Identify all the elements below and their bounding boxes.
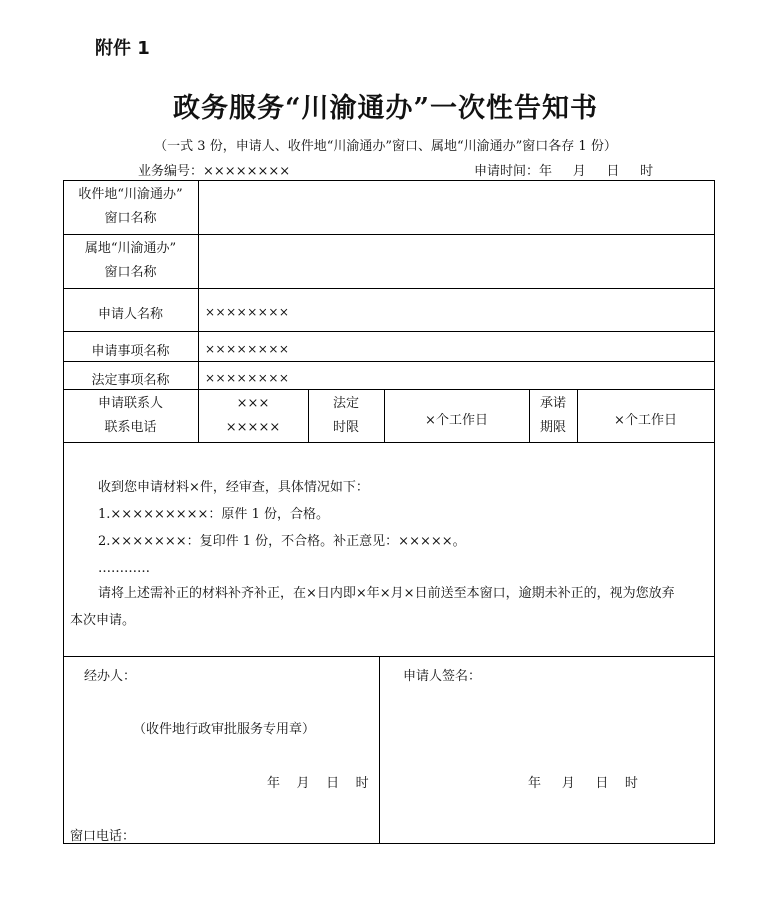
contact-values (198, 392, 308, 440)
local-window-label-line2: 窗口名称 (104, 265, 157, 280)
notice-line-3: 2.×××××××：复印件 1 份，不合格。补正意见：×××××。 (98, 534, 466, 549)
local-window-label (63, 237, 198, 285)
handler-date-year: 年 (267, 776, 281, 791)
row-divider (63, 288, 715, 289)
attachment-label: 附件 1 (95, 38, 150, 59)
applicant-name-label: 申请人名称 (97, 307, 163, 322)
footer-divider (379, 656, 380, 844)
seal-text: （收件地行政审批服务专用章） (133, 722, 316, 737)
table-border-right (714, 180, 715, 844)
legal-limit-label (308, 392, 384, 440)
receiving-window-label-line2: 窗口名称 (104, 211, 157, 226)
apply-time-day: 日 (606, 164, 620, 179)
applicant-name-value[interactable]: ×××××××× (205, 305, 290, 319)
applicant-date-year: 年 (528, 776, 542, 791)
handler-date-month: 月 (296, 776, 310, 791)
page-subtitle: （一式 3 份，申请人、收件地“川渝通办”窗口、属地“川渝通办”窗口各存 1 份） (154, 139, 617, 154)
row-divider (63, 331, 715, 332)
notice-line-2: 1.×××××××××：原件 1 份，合格。 (98, 507, 329, 522)
notice-line-6: 本次申请。 (70, 613, 136, 628)
applicant-sign-label: 申请人签名： (403, 669, 482, 684)
legal-limit-value[interactable]: ×个工作日 (425, 413, 488, 428)
row-divider (63, 442, 715, 443)
table-border-top (63, 180, 715, 181)
applicant-date-day: 日 (595, 776, 609, 791)
receiving-window-label-line1: 收件地“川渝通办” (78, 187, 183, 202)
row-divider (63, 361, 715, 362)
handler-date-hour: 时 (355, 776, 369, 791)
applicant-date-month: 月 (561, 776, 575, 791)
apply-time-month: 月 (572, 164, 586, 179)
notice-line-4: ………… (98, 561, 150, 576)
contact-person-label: 申请联系人 (97, 396, 163, 411)
business-number-label: 业务编号： (138, 164, 204, 179)
apply-time-year: 年 (539, 164, 553, 179)
applicant-sign-date (528, 772, 638, 791)
receiving-window-label (63, 183, 198, 231)
apply-time-hour: 时 (640, 164, 654, 179)
contact-label (63, 392, 198, 440)
promise-limit-value[interactable]: ×个工作日 (614, 413, 677, 428)
business-number (138, 160, 290, 179)
legal-matter-name-value[interactable]: ×××××××× (205, 371, 290, 385)
window-phone-label: 窗口电话： (70, 829, 136, 844)
row-divider (63, 389, 715, 390)
notice-line-5: 请将上述需补正的材料补齐补正，在×日内即×年×月×日前送至本窗口，逾期未补正的，视为您放弃 (98, 586, 675, 601)
business-number-value: ×××××××× (203, 164, 291, 179)
handler-label: 经办人： (84, 669, 137, 684)
matter-name-value[interactable]: ×××××××× (205, 342, 290, 356)
legal-limit-label-line2: 时限 (332, 420, 359, 435)
row-divider (63, 656, 715, 657)
legal-matter-name-label: 法定事项名称 (91, 373, 170, 388)
promise-limit-label-line1: 承诺 (539, 396, 566, 411)
apply-time-label: 申请时间： (474, 164, 540, 179)
row-divider (63, 234, 715, 235)
table-border-bottom (63, 843, 715, 844)
notice-form-table (63, 180, 715, 844)
apply-time (474, 160, 653, 179)
promise-limit-label (529, 392, 577, 440)
contact-phone-value[interactable]: ××××× (225, 420, 281, 435)
legal-limit-label-line1: 法定 (332, 396, 359, 411)
matter-name-label: 申请事项名称 (91, 344, 170, 359)
handler-date (267, 772, 369, 791)
local-window-label-line1: 属地“川渝通办” (84, 241, 177, 256)
contact-person-value[interactable]: ××× (236, 396, 270, 411)
contact-phone-label: 联系电话 (104, 420, 157, 435)
handler-date-day: 日 (326, 776, 340, 791)
applicant-date-hour: 时 (624, 776, 638, 791)
notice-line-1: 收到您申请材料×件，经审查，具体情况如下： (98, 480, 369, 495)
promise-limit-label-line2: 期限 (539, 420, 566, 435)
page-title: 政务服务“川渝通办”一次性告知书 (172, 93, 599, 124)
